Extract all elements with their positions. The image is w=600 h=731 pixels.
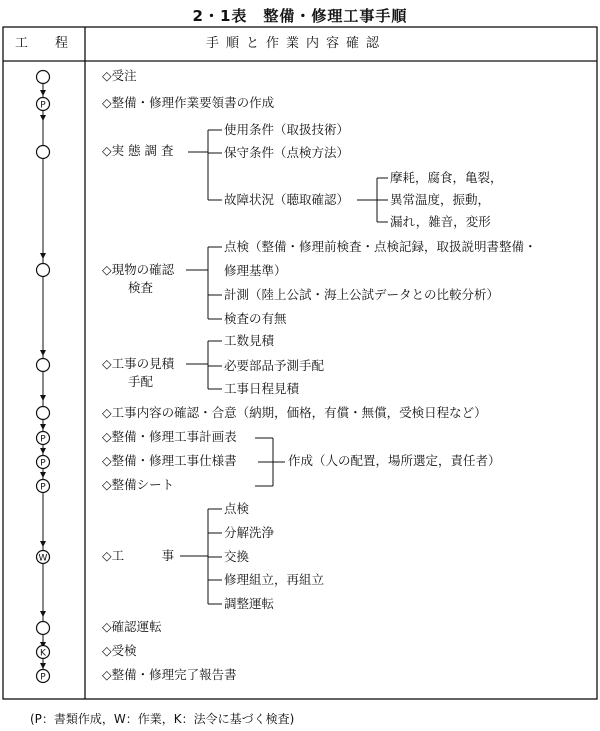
inspection-item: 検査の有無 [224,311,287,326]
step-maintenance-sheet: ◇整備シート [102,477,175,492]
process-node-label: K [40,648,46,659]
work-item: 調整運転 [224,596,275,611]
estimate-item: 工数見積 [224,333,275,348]
step-plan-sheet: ◇整備・修理工事計画表 [102,429,237,444]
work-item: 修理組立，再組立 [224,572,325,587]
table-title: 2・1表 整備・修理工事手順 [192,7,408,25]
work-item: 分解洗浄 [224,525,275,540]
process-node-label: P [40,482,46,493]
process-node [37,264,50,277]
process-node [37,407,50,420]
step-completion-report: ◇整備・修理完了報告書 [102,667,237,682]
step-agreement: ◇工事内容の確認・合意（納期，価格，有償・無償，受検日程など） [102,405,487,420]
process-node-label: P [40,100,46,111]
step-inspection-2: 検査 [128,280,154,295]
work-item: 点検 [224,501,250,516]
inspection-item: 修理基準） [224,263,287,278]
footnote: (P：書類作成，W：作業，K：法令に基づく検査) [30,712,295,726]
process-node [37,71,50,84]
plan-result: 作成（人の配置，場所選定，責任者） [288,453,501,468]
step-order-receipt: ◇受注 [102,68,137,83]
survey-item: 使用条件（取扱技術） [224,122,350,137]
inspection-item: 計測（陸上公試・海上公試データとの比較分析） [224,287,500,302]
failure-item: 異常温度，振動， [390,192,491,207]
failure-item: 摩耗，腐食，亀裂， [390,170,503,185]
survey-item: 保守条件（点検方法） [224,145,350,160]
process-node [37,622,50,635]
header-content: 手順と作業内容確認 [206,36,387,51]
step-manual-creation: ◇整備・修理作業要領書の作成 [102,95,275,110]
process-node [37,359,50,372]
process-node-label: P [40,672,46,683]
step-survey: ◇実 態 調 査 [102,143,174,158]
work-item: 交換 [224,549,250,564]
step-work: ◇工 事 [102,548,175,563]
step-spec-sheet: ◇整備・修理工事仕様書 [102,453,237,468]
process-node-label: W [38,553,48,564]
step-estimate-2: 手配 [128,374,154,389]
failure-item: 漏れ，雑音，変形 [390,214,491,229]
process-node-label: P [40,434,46,445]
header-process: 工 程 [15,36,76,51]
process-node [37,146,50,159]
process-node-label: P [40,458,46,469]
survey-item: 故障状況（聴取確認） [224,192,350,207]
estimate-item: 工事日程見積 [224,381,300,396]
step-test-run: ◇確認運転 [102,619,162,634]
step-estimate: ◇工事の見積 [102,356,175,371]
inspection-item: 点検（整備・修理前検査・点検記録，取扱説明書整備・ [224,239,537,254]
step-inspection: ◇現物の確認 [102,262,175,277]
estimate-item: 必要部品予測手配 [224,358,325,373]
step-acceptance: ◇受検 [102,643,137,658]
